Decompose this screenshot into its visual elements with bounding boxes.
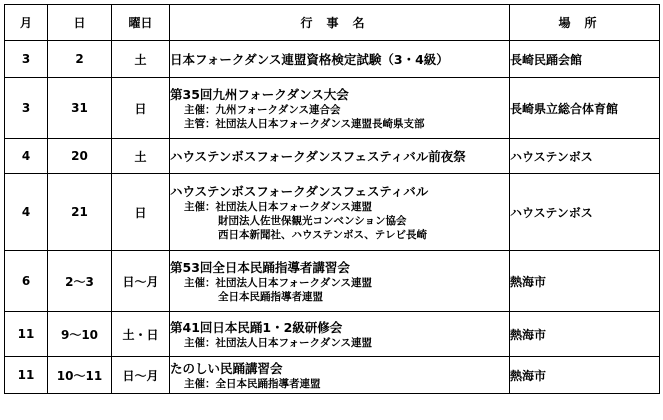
- header-day: 日: [48, 5, 112, 41]
- cell-event: [170, 251, 510, 312]
- event-organizer: 主催：社団法人日本フォークダンス連盟: [184, 336, 373, 349]
- cell-event: [170, 174, 510, 251]
- cell-event: [170, 312, 510, 357]
- cell-month: 11: [5, 357, 48, 394]
- header-event: 行事名: [170, 5, 510, 41]
- cell-place: ハウステンボス: [510, 139, 660, 174]
- event-organizer: 主催：九州フォークダンス連合会: [184, 103, 341, 116]
- event-title: ハウステンボスフォークダンスフェスティバル前夜祭: [170, 148, 466, 164]
- cell-month: 6: [5, 251, 48, 312]
- cell-event: [170, 357, 510, 394]
- cell-place: 長崎民踊会館: [510, 41, 660, 78]
- event-title: 第41回日本民踊1・2級研修会: [170, 319, 343, 335]
- cell-day: 2: [48, 41, 112, 78]
- cell-day: 21: [48, 174, 112, 251]
- header-month: 月: [5, 5, 48, 41]
- event-schedule-table: [4, 4, 660, 394]
- cell-event: [170, 41, 510, 78]
- cell-day: 31: [48, 78, 112, 139]
- event-title: ハウステンボスフォークダンスフェスティバル: [170, 183, 429, 199]
- cell-day: 20: [48, 139, 112, 174]
- event-organizer: 主催：社団法人日本フォークダンス連盟: [184, 276, 373, 289]
- cell-day: 10～11: [48, 357, 112, 394]
- event-co-organizer: 財団法人佐世保観光コンベンション協会: [218, 214, 407, 227]
- table-row: [5, 251, 660, 312]
- header-weekday: 曜日: [112, 5, 170, 41]
- event-co-organizer: 西日本新聞社、ハウステンボス、テレビ長崎: [218, 228, 428, 241]
- cell-place: 熱海市: [510, 251, 660, 312]
- event-title: たのしい民踊講習会: [170, 360, 283, 376]
- table-row: [5, 139, 660, 174]
- cell-place: ハウステンボス: [510, 174, 660, 251]
- cell-weekday: 日～月: [112, 357, 170, 394]
- cell-month: 4: [5, 139, 48, 174]
- cell-place: 長崎県立総合体育館: [510, 78, 660, 139]
- table-row: [5, 174, 660, 251]
- schedule-document: [4, 4, 659, 416]
- cell-month: 3: [5, 78, 48, 139]
- cell-month: 3: [5, 41, 48, 78]
- cell-day: 9～10: [48, 312, 112, 357]
- header-place: 場所: [510, 5, 660, 41]
- event-manager: 主管：社団法人日本フォークダンス連盟長崎県支部: [184, 117, 425, 130]
- cell-weekday: 土: [112, 139, 170, 174]
- table-row: [5, 357, 660, 394]
- cell-weekday: 土: [112, 41, 170, 78]
- table-header-row: [5, 5, 660, 41]
- table-row: [5, 312, 660, 357]
- event-title: 日本フォークダンス連盟資格検定試験（3・4級）: [170, 51, 449, 67]
- cell-month: 11: [5, 312, 48, 357]
- cell-weekday: 日～月: [112, 251, 170, 312]
- cell-day: 2～3: [48, 251, 112, 312]
- cell-weekday: 日: [112, 78, 170, 139]
- cell-weekday: 日: [112, 174, 170, 251]
- cell-month: 4: [5, 174, 48, 251]
- cell-place: 熱海市: [510, 312, 660, 357]
- cell-event: [170, 139, 510, 174]
- cell-weekday: 土・日: [112, 312, 170, 357]
- cell-place: 熱海市: [510, 357, 660, 394]
- table-row: [5, 78, 660, 139]
- cell-event: [170, 78, 510, 139]
- event-organizer: 主催：社団法人日本フォークダンス連盟: [184, 200, 373, 213]
- event-title: 第35回九州フォークダンス大会: [170, 86, 349, 102]
- table-row: [5, 41, 660, 78]
- event-co-organizer: 全日本民踊指導者連盟: [218, 290, 323, 303]
- event-title: 第53回全日本民踊指導者講習会: [170, 259, 350, 275]
- event-organizer: 主催：全日本民踊指導者連盟: [184, 377, 321, 390]
